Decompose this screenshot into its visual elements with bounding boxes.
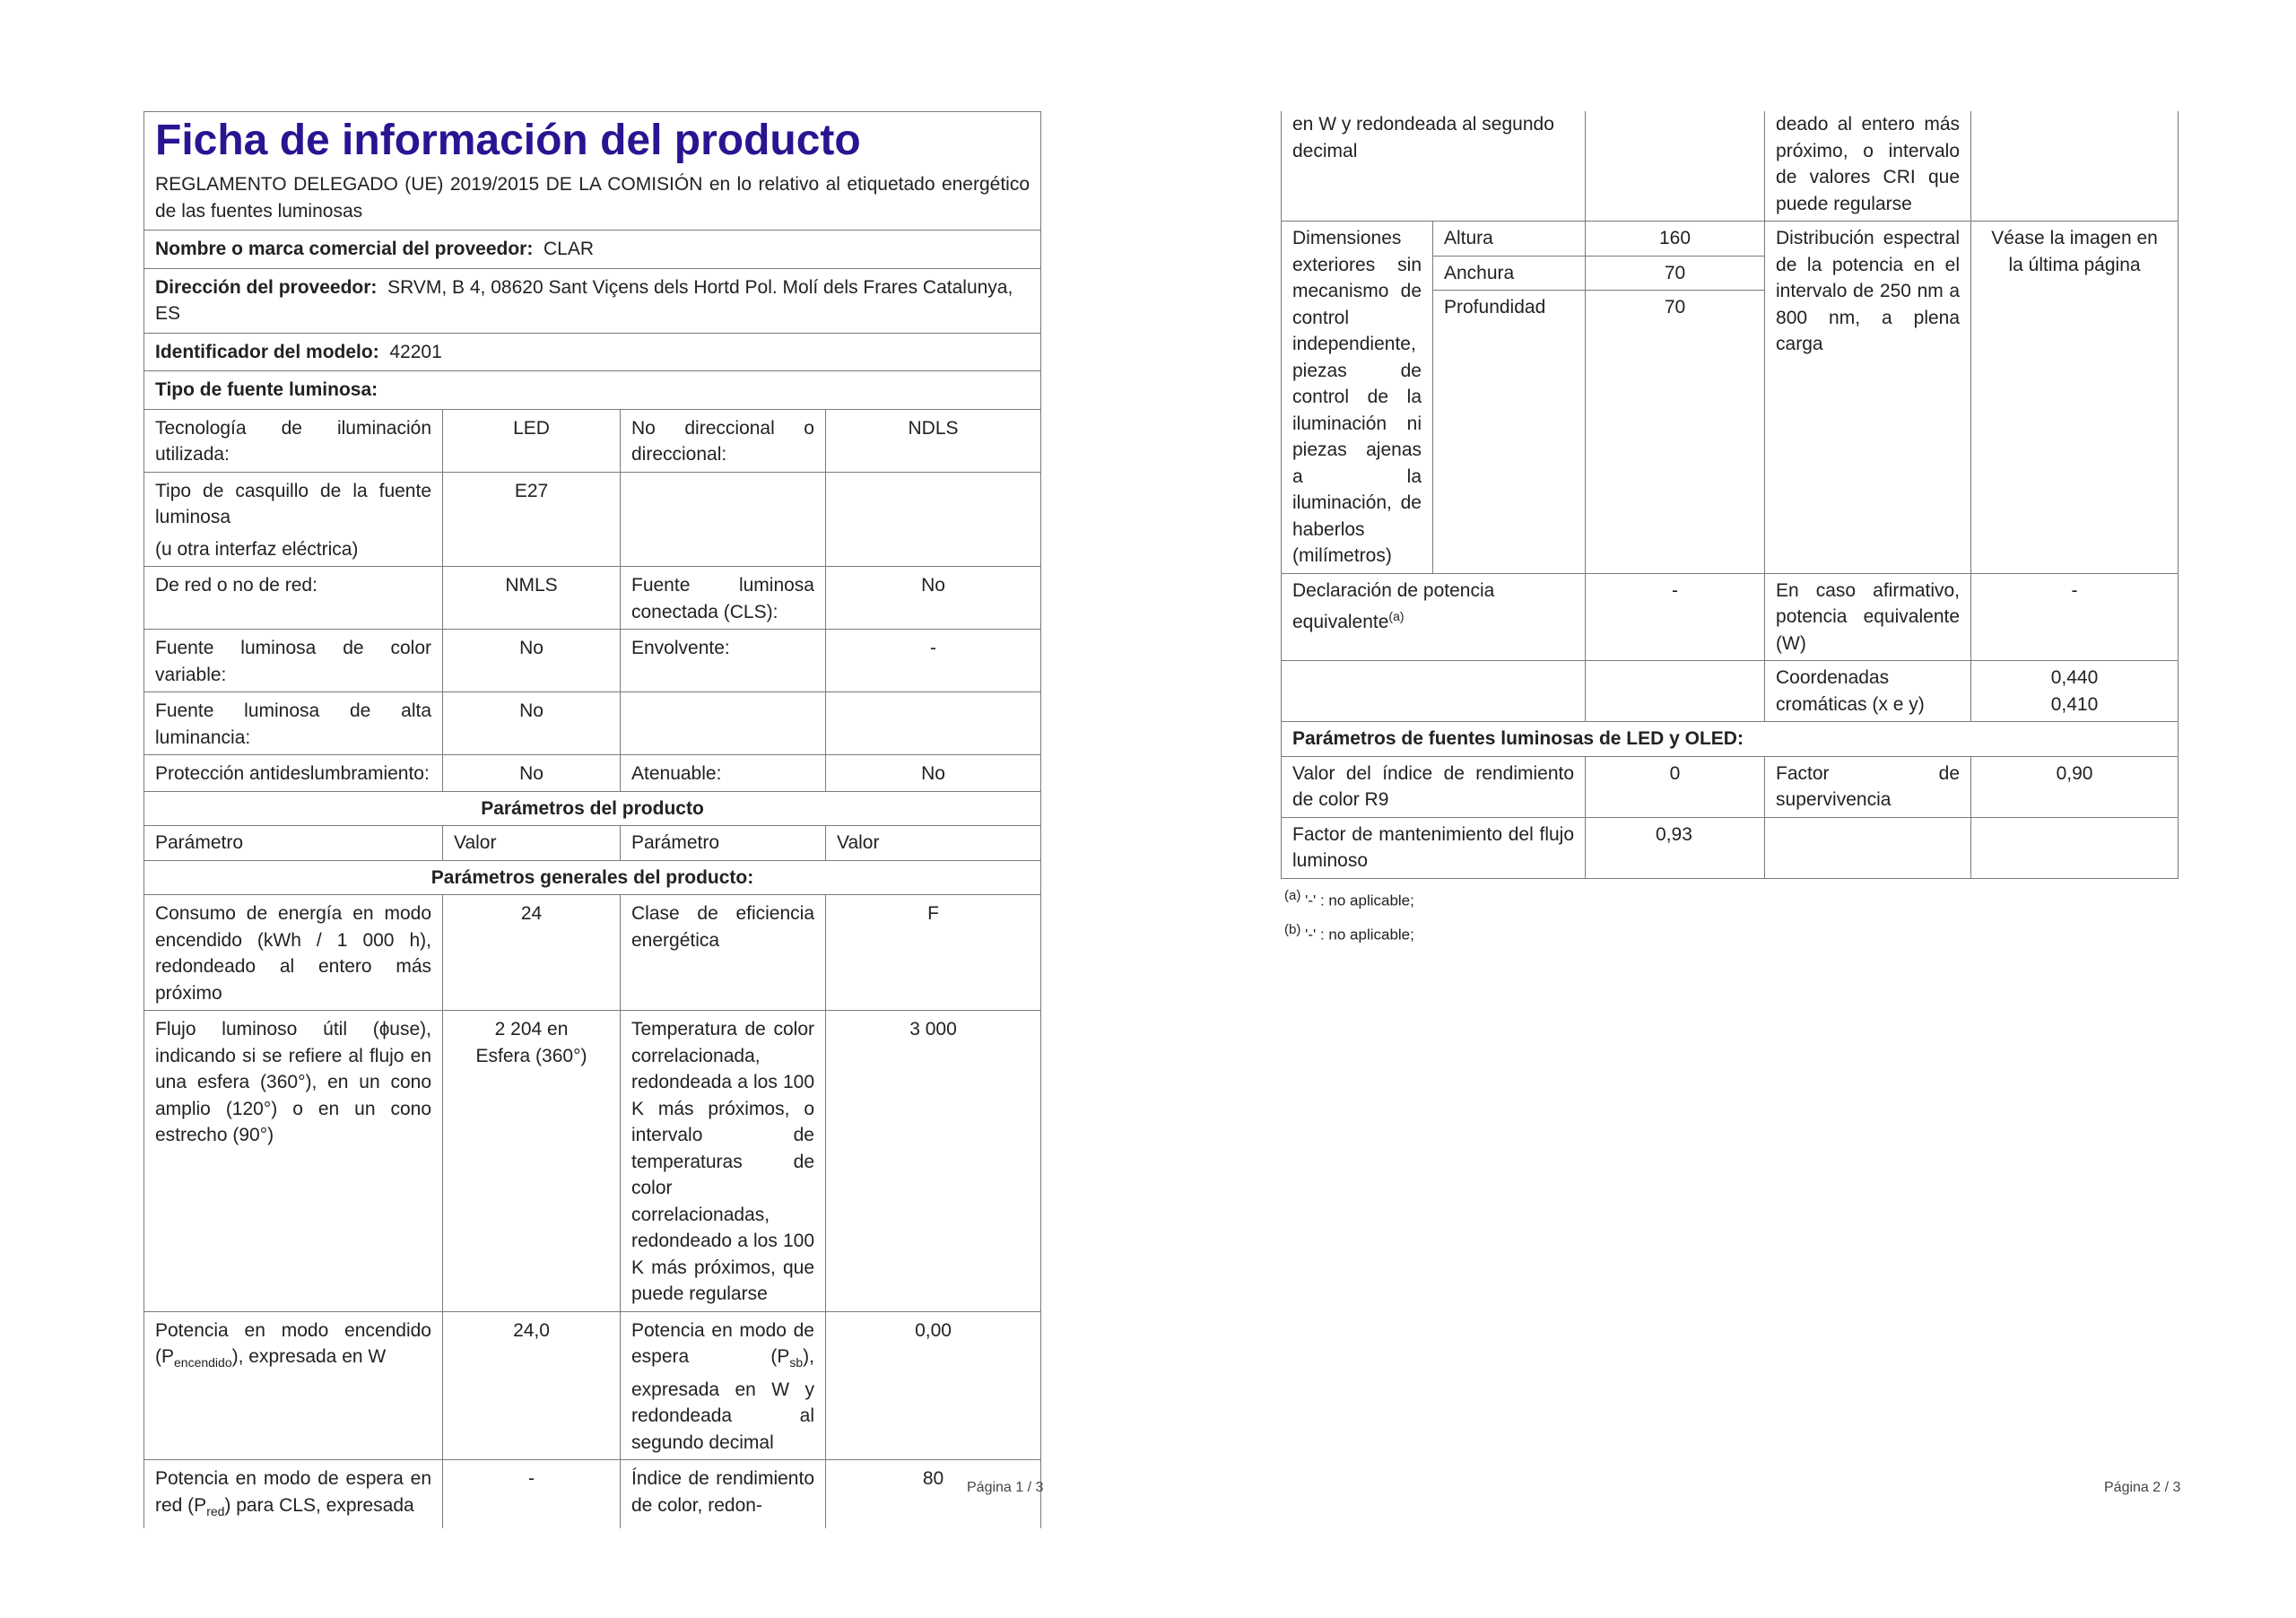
cap-cell: [144, 472, 443, 567]
cri-label: Índice de rendimiento de color, redon-: [621, 1460, 826, 1529]
footnote-b-text: '-' : no aplicable;: [1305, 926, 1414, 944]
depth-value: 70: [1586, 291, 1765, 574]
class-value: F: [826, 895, 1041, 1011]
empty-cell: [1282, 661, 1586, 722]
energy-value: 24: [443, 895, 621, 1011]
empty-cell: [826, 692, 1041, 755]
supplier-label: Nombre o marca comercial del proveedor:: [155, 239, 534, 259]
footnote-a-mark: (a): [1284, 887, 1301, 903]
page-2: [1281, 111, 2178, 950]
cct-value: 3 000: [826, 1011, 1041, 1312]
spectral-label: Distribución espectral de la potencia en el intervalo de 250 nm a 800 nm, a plena carga: [1765, 222, 1971, 574]
depth-label: Profundidad: [1433, 291, 1586, 574]
empty-cell: [1586, 661, 1765, 722]
empty-cell: [1971, 817, 2179, 878]
equiv-power-value: -: [1971, 573, 2179, 661]
page-1: [144, 111, 1040, 1528]
footnote-a: [1284, 881, 2178, 916]
chroma-y: 0,410: [2050, 693, 2099, 715]
col-header-param: Parámetro: [144, 826, 443, 861]
product-params-heading: Parámetros del producto: [144, 791, 1041, 826]
equiv-label-text: Declaración de potencia equivalente: [1292, 579, 1495, 632]
model-row: [144, 333, 1041, 371]
product-info-table-continued: [1281, 111, 2179, 879]
glare-label: Protección antideslumbramiento:: [144, 755, 443, 792]
colour-label: Fuente luminosa de color variable:: [144, 630, 443, 692]
equiv-label: [1282, 573, 1586, 661]
psb-label-b: ), expresada en W y redondeada al segundo decimal: [631, 1346, 814, 1453]
footnotes: [1281, 881, 2178, 950]
pnet-sub: red: [206, 1503, 225, 1518]
psb-label-a: Potencia en modo de espera (P: [631, 1319, 814, 1367]
width-label: Anchura: [1433, 256, 1586, 291]
energy-label: Consumo de energía en modo encendido (kWh / 1 000 h), redondeado al entero más próximo: [144, 895, 443, 1011]
empty-cell: [1971, 111, 2179, 222]
mains-label: De red o no de red:: [144, 567, 443, 630]
chroma-label: Coordenadas cromáticas (x e y): [1765, 661, 1971, 722]
chroma-x: 0,440: [2050, 667, 2099, 688]
psb-sub: sb: [789, 1355, 804, 1370]
col-header-value: Valor: [826, 826, 1041, 861]
height-label: Altura: [1433, 222, 1586, 257]
glare-value: No: [443, 755, 621, 792]
maint-label: Factor de mantenimiento del flujo luminoso: [1282, 817, 1586, 878]
colour-value: No: [443, 630, 621, 692]
general-params-heading: Parámetros generales del producto:: [144, 860, 1041, 895]
model-value: 42201: [389, 341, 442, 362]
envelope-label: Envolvente:: [621, 630, 826, 692]
maint-value: 0,93: [1586, 817, 1765, 878]
psb-label: [621, 1311, 826, 1460]
spectral-value: Véase la imagen en la última página: [1971, 222, 2179, 574]
empty-cell: [621, 692, 826, 755]
highlum-label: Fuente luminosa de alta luminancia:: [144, 692, 443, 755]
pnet-label-b: ) para CLS, expresada: [224, 1494, 414, 1516]
survival-value: 0,90: [1971, 756, 2179, 817]
survival-label: Factor de supervivencia: [1765, 756, 1971, 817]
cap-label: Tipo de casquillo de la fuente luminosa: [155, 480, 431, 527]
page-title: Ficha de información del producto: [155, 117, 861, 164]
directional-label: No direccional o direccional:: [621, 409, 826, 472]
footnote-a-text: '-' : no aplicable;: [1305, 892, 1414, 909]
pnet-value: -: [443, 1460, 621, 1529]
height-value: 160: [1586, 222, 1765, 257]
page-number-2: Página 2 / 3: [2104, 1480, 2181, 1495]
mains-value: NMLS: [443, 567, 621, 630]
empty-cell: [1765, 817, 1971, 878]
supplier-row: [144, 231, 1041, 269]
pon-value: 24,0: [443, 1311, 621, 1460]
cct-label: Temperatura de color correlacionada, redondeada a los 100 K más próximos, o intervalo de temperaturas de color correlacionadas, redondeado a los 100 K más próximos, que puede regularse: [621, 1011, 826, 1312]
led-params-heading: Parámetros de fuentes luminosas de LED y OLED:: [1282, 722, 2179, 757]
pon-label-a: Potencia en modo encendido (P: [155, 1319, 431, 1367]
flux-value: 2 204 en Esfera (360°): [443, 1011, 621, 1312]
equiv-power-label: En caso afirmativo, potencia equivalente (W): [1765, 573, 1971, 661]
pnet-label: [144, 1460, 443, 1529]
envelope-value: -: [826, 630, 1041, 692]
dims-label: Dimensiones exteriores sin mecanismo de control independiente, piezas de control de la iluminación ni piezas ajenas a la iluminación, de haberlos (milímetros): [1282, 222, 1433, 574]
cap-note: (u otra interfaz eléctrica): [155, 538, 359, 560]
tech-value: LED: [443, 409, 621, 472]
pon-label-b: ), expresada en W: [231, 1346, 387, 1367]
equiv-value: -: [1586, 573, 1765, 661]
dimmable-value: No: [826, 755, 1041, 792]
address-label: Dirección del proveedor:: [155, 276, 378, 298]
footnote-b-mark: (b): [1284, 922, 1301, 938]
regulation-subtitle: REGLAMENTO DELEGADO (UE) 2019/2015 DE LA COMISIÓN en lo relativo al etiquetado energético de las fuentes luminosas: [155, 174, 1031, 222]
col-header-value: Valor: [443, 826, 621, 861]
pnet-label-a: Potencia en modo de espera en red (P: [155, 1468, 431, 1516]
col-header-param: Parámetro: [621, 826, 826, 861]
footnote-b: [1284, 915, 2178, 950]
empty-cell: [1586, 111, 1765, 222]
cap-value: E27: [443, 472, 621, 567]
supplier-value: CLAR: [543, 239, 595, 259]
type-heading: Tipo de fuente luminosa:: [144, 371, 1041, 410]
product-info-table: [144, 111, 1044, 1528]
cls-value: No: [826, 567, 1041, 630]
cri-value: 80: [826, 1460, 1041, 1529]
pon-sub: encendido: [174, 1355, 232, 1370]
empty-cell: [826, 472, 1041, 567]
r9-value: 0: [1586, 756, 1765, 817]
page-number-1: Página 1 / 3: [967, 1480, 1044, 1495]
pon-label: [144, 1311, 443, 1460]
cls-label: Fuente luminosa conectada (CLS):: [621, 567, 826, 630]
empty-cell: [621, 472, 826, 567]
directional-value: NDLS: [826, 409, 1041, 472]
tech-label: Tecnología de iluminación utilizada:: [144, 409, 443, 472]
chroma-values: [1971, 661, 2179, 722]
address-row: [144, 268, 1041, 333]
equiv-sup: (a): [1388, 609, 1405, 623]
highlum-value: No: [443, 692, 621, 755]
class-label: Clase de eficiencia energética: [621, 895, 826, 1011]
r9-label: Valor del índice de rendimiento de color R9: [1282, 756, 1586, 817]
width-value: 70: [1586, 256, 1765, 291]
flux-label: Flujo luminoso útil (ɸuse), indicando si se refiere al flujo en una esfera (360°), en un cono amplio (120°) o en un cono estrecho (90°): [144, 1011, 443, 1312]
cri-cont: deado al entero más próximo, o intervalo de valores CRI que puede regularse: [1765, 111, 1971, 222]
pnet-cont: en W y redondeada al segundo decimal: [1282, 111, 1586, 222]
model-label: Identificador del modelo:: [155, 341, 379, 362]
address-value: SRVM, B 4, 08620 Sant Viçens dels Hortd Pol. Molí dels Frares Catalunya, ES: [155, 276, 1013, 324]
psb-value: 0,00: [826, 1311, 1041, 1460]
dimmable-label: Atenuable:: [621, 755, 826, 792]
